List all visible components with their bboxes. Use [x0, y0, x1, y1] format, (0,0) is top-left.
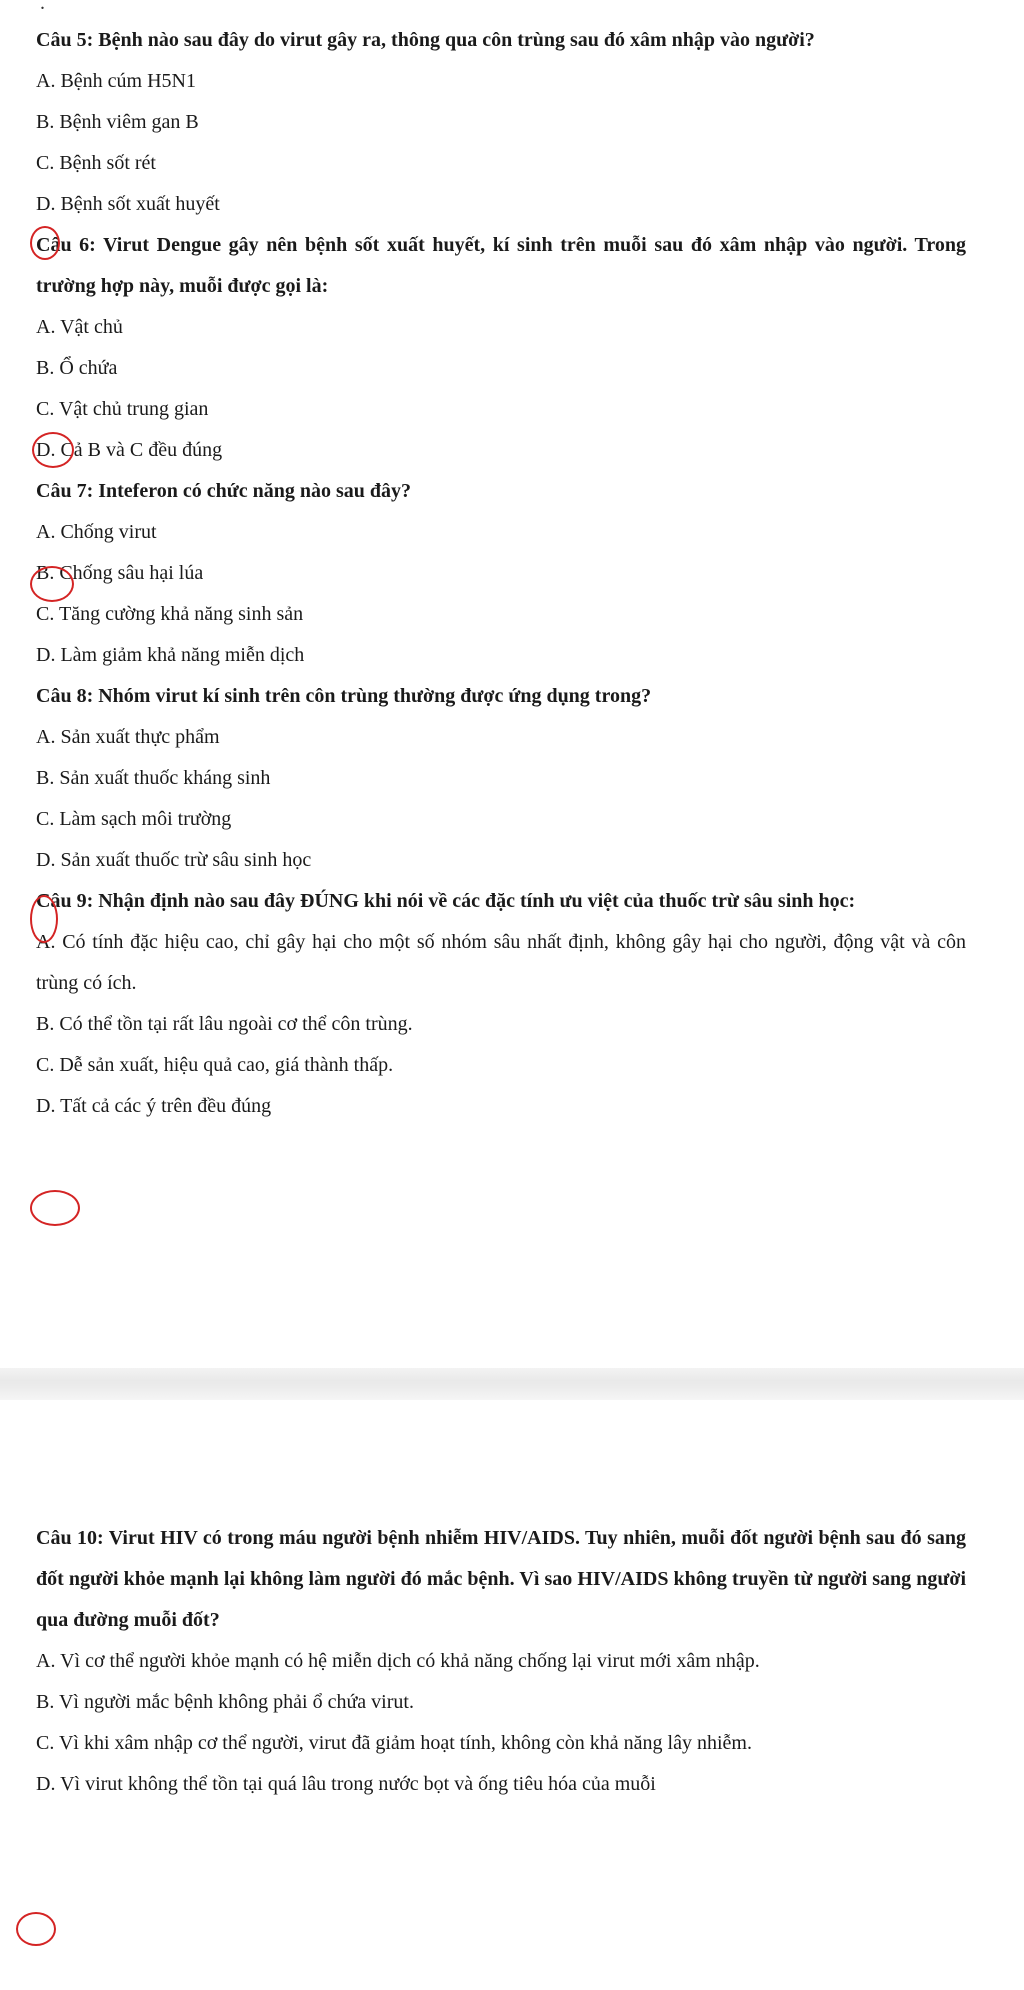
- question-block: [36, 1518, 966, 1805]
- option-d-marked: D. Sản xuất thuốc trừ sâu sinh học: [36, 849, 312, 871]
- question-text: Câu 6: Virut Dengue gây nên bệnh sốt xuất huyết, kí sinh trên muỗi sau đó xâm nhập vào người. Trong trường hợp này, muỗi được gọi là:: [36, 234, 966, 297]
- question-block: [36, 471, 966, 676]
- question-block: [36, 225, 966, 471]
- question-text: Câu 10: Virut HIV có trong máu người bệnh nhiễm HIV/AIDS. Tuy nhiên, muỗi đốt người bệnh sau đó sang đốt người khỏe mạnh lại không làm người đó mắc bệnh. Vì sao HIV/AIDS không truyền từ người sang người qua đường muỗi đốt?: [36, 1527, 966, 1631]
- question-text: Câu 7: Inteferon có chức năng nào sau đây?: [36, 480, 411, 502]
- option-d: D. Cả B và C đều đúng: [36, 439, 223, 461]
- option-c: C. Dễ sản xuất, hiệu quả cao, giá thành thấp.: [36, 1054, 394, 1076]
- option-a-marked: A. Chống virut: [36, 521, 157, 543]
- question-block: [36, 20, 966, 225]
- option-c: C. Vì khi xâm nhập cơ thể người, virut đã giảm hoạt tính, không còn khả năng lây nhiễm.: [36, 1732, 752, 1754]
- question-text: Câu 8: Nhóm virut kí sinh trên côn trùng thường được ứng dụng trong?: [36, 685, 652, 707]
- question-text: Câu 5: Bệnh nào sau đây do virut gây ra, thông qua côn trùng sau đó xâm nhập vào người?: [36, 29, 815, 51]
- question-block: [36, 676, 966, 881]
- page-gap: [0, 1368, 1024, 1400]
- page-1-content: [36, 20, 966, 1127]
- option-c: C. Bệnh sốt rét: [36, 152, 156, 174]
- option-b: B. Chống sâu hại lúa: [36, 562, 204, 584]
- page-2-content: [36, 1518, 966, 1805]
- question-block: [36, 881, 966, 1127]
- document-page-2: [0, 1400, 1024, 1990]
- option-d-marked: D. Vì virut không thể tồn tại quá lâu trong nước bọt và ống tiêu hóa của muỗi: [36, 1773, 656, 1795]
- option-a: A. Có tính đặc hiệu cao, chỉ gây hại cho một số nhóm sâu nhất định, không gây hại cho người, động vật và côn trùng có ích.: [36, 931, 966, 994]
- option-d: D. Làm giảm khả năng miễn dịch: [36, 644, 305, 666]
- option-d-marked: D. Tất cả các ý trên đều đúng: [36, 1095, 272, 1117]
- option-a: A. Vật chủ: [36, 316, 123, 338]
- option-c: C. Làm sạch môi trường: [36, 808, 232, 830]
- option-c-marked: C. Vật chủ trung gian: [36, 398, 209, 420]
- option-b: B. Sản xuất thuốc kháng sinh: [36, 767, 271, 789]
- option-b: B. Ổ chứa: [36, 357, 118, 379]
- option-d-marked: D. Bệnh sốt xuất huyết: [36, 193, 220, 215]
- option-b: B. Có thể tồn tại rất lâu ngoài cơ thể côn trùng.: [36, 1013, 413, 1035]
- question-text: Câu 9: Nhận định nào sau đây ĐÚNG khi nói về các đặc tính ưu việt của thuốc trừ sâu sinh học:: [36, 890, 856, 912]
- option-c: C. Tăng cường khả năng sinh sản: [36, 603, 304, 625]
- option-b: B. Vì người mắc bệnh không phải ổ chứa virut.: [36, 1691, 414, 1713]
- option-a: A. Sản xuất thực phẩm: [36, 726, 220, 748]
- previous-content-fragment: [0, 0, 1024, 14]
- option-b: B. Bệnh viêm gan B: [36, 111, 199, 133]
- fragment-text: .: [40, 0, 45, 14]
- option-a: A. Bệnh cúm H5N1: [36, 70, 196, 92]
- option-a: A. Vì cơ thể người khỏe mạnh có hệ miễn dịch có khả năng chống lại virut mới xâm nhập.: [36, 1650, 760, 1672]
